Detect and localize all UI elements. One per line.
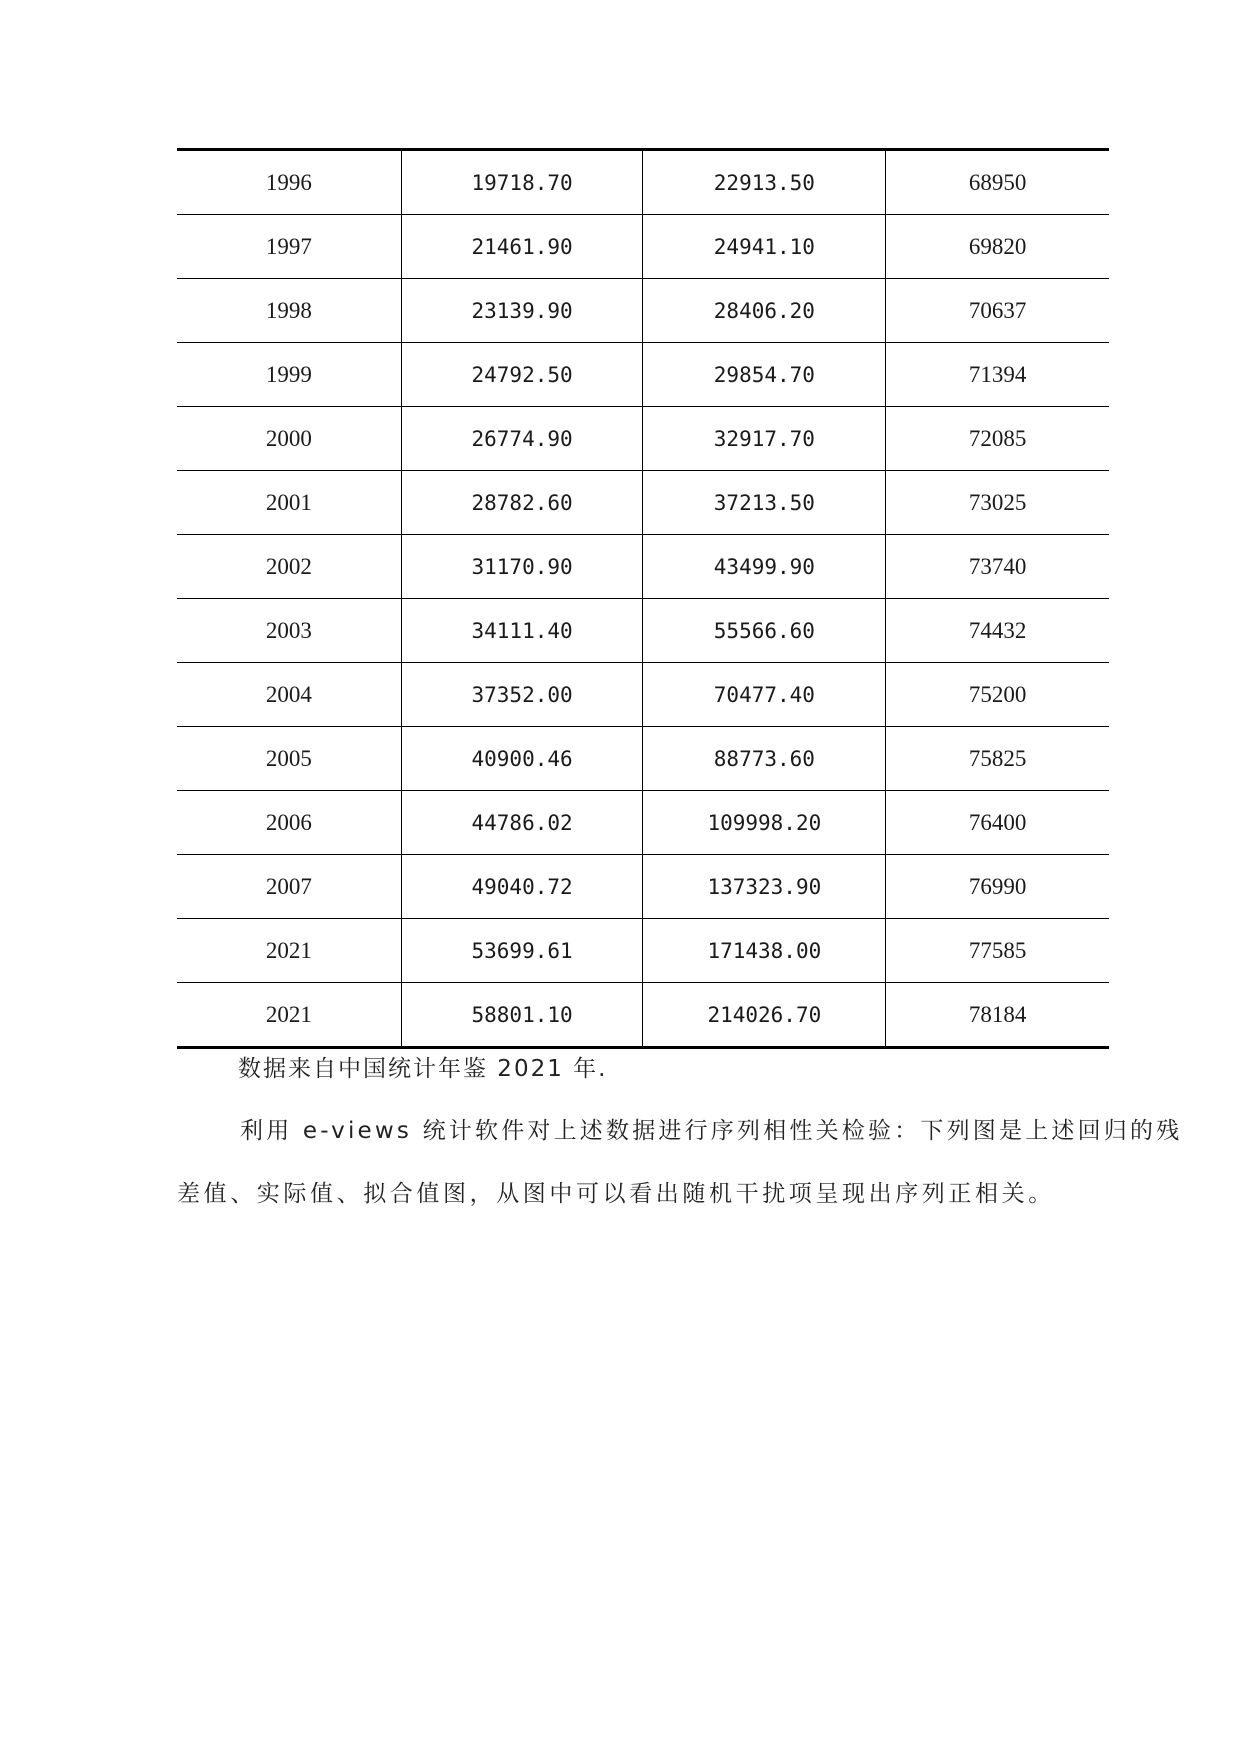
value-cell: 22913.50 <box>643 150 886 215</box>
value-cell: 73025 <box>886 471 1109 535</box>
value-cell: 23139.90 <box>401 279 643 343</box>
value-cell: 78184 <box>886 983 1109 1048</box>
value-cell: 70637 <box>886 279 1109 343</box>
value-cell: 137323.90 <box>643 855 886 919</box>
value-cell: 34111.40 <box>401 599 643 663</box>
value-cell: 68950 <box>886 150 1109 215</box>
value-cell: 75200 <box>886 663 1109 727</box>
value-cell: 69820 <box>886 215 1109 279</box>
year-cell: 2002 <box>177 535 401 599</box>
value-cell: 72085 <box>886 407 1109 471</box>
value-cell: 73740 <box>886 535 1109 599</box>
table-row <box>177 407 1109 471</box>
analysis-paragraph-line-2: 差值、实际值、拟合值图，从图中可以看出随机干扰项呈现出序列正相关。 <box>177 1181 1055 1207</box>
year-cell: 2021 <box>265 1001 312 1027</box>
value-cell: 55566.60 <box>643 599 886 663</box>
value-cell: 32917.70 <box>643 407 886 471</box>
year-cell: 1996 <box>177 150 401 215</box>
year-cell: 2003 <box>177 599 401 663</box>
value-cell: 37352.00 <box>401 663 643 727</box>
year-cell: 1998 <box>177 279 401 343</box>
table-row <box>177 150 1109 215</box>
value-cell: 214026.70 <box>643 983 886 1048</box>
value-cell: 24941.10 <box>643 215 886 279</box>
table-row <box>177 983 1109 1048</box>
year-cell: 1997 <box>177 215 401 279</box>
data-table-body <box>177 150 1109 1048</box>
value-cell: 40900.46 <box>401 727 643 791</box>
table-row <box>177 727 1109 791</box>
analysis-paragraph-line-1: 利用 e-views 统计软件对上述数据进行序列相性关检验：下列图是上述回归的残 <box>240 1118 1183 1144</box>
value-cell: 109998.20 <box>643 791 886 855</box>
value-cell: 74432 <box>886 599 1109 663</box>
value-cell: 26774.90 <box>401 407 643 471</box>
table-row <box>177 919 1109 983</box>
year-cell: 2000 <box>177 407 401 471</box>
value-cell: 28782.60 <box>401 471 643 535</box>
table-row <box>177 215 1109 279</box>
table-row <box>177 343 1109 407</box>
value-cell: 49040.72 <box>401 855 643 919</box>
value-cell: 76400 <box>886 791 1109 855</box>
table-row <box>177 471 1109 535</box>
data-table <box>177 148 1109 1049</box>
value-cell: 24792.50 <box>401 343 643 407</box>
value-cell: 31170.90 <box>401 535 643 599</box>
year-cell: 2006 <box>177 791 401 855</box>
value-cell: 29854.70 <box>643 343 886 407</box>
table-row <box>177 663 1109 727</box>
year-cell: 2005 <box>177 727 401 791</box>
table-row <box>177 279 1109 343</box>
value-cell: 70477.40 <box>643 663 886 727</box>
value-cell: 88773.60 <box>643 727 886 791</box>
value-cell: 37213.50 <box>643 471 886 535</box>
value-cell: 58801.10 <box>401 983 643 1048</box>
table-row <box>177 535 1109 599</box>
year-cell: 2004 <box>177 663 401 727</box>
value-cell: 171438.00 <box>643 919 886 983</box>
value-cell: 19718.70 <box>401 150 643 215</box>
value-cell: 71394 <box>886 343 1109 407</box>
value-cell: 77585 <box>886 919 1109 983</box>
source-note: 数据来自中国统计年鉴 2021 年. <box>238 1056 608 1082</box>
value-cell: 43499.90 <box>643 535 886 599</box>
year-cell: 2001 <box>177 471 401 535</box>
value-cell: 53699.61 <box>401 919 643 983</box>
table-row <box>177 855 1109 919</box>
year-cell: 2007 <box>177 855 401 919</box>
year-cell: 2021 <box>177 919 401 983</box>
value-cell: 28406.20 <box>643 279 886 343</box>
table-row <box>177 599 1109 663</box>
table-row <box>177 791 1109 855</box>
value-cell: 75825 <box>886 727 1109 791</box>
value-cell: 44786.02 <box>401 791 643 855</box>
year-cell: 1999 <box>177 343 401 407</box>
value-cell: 21461.90 <box>401 215 643 279</box>
value-cell: 76990 <box>886 855 1109 919</box>
